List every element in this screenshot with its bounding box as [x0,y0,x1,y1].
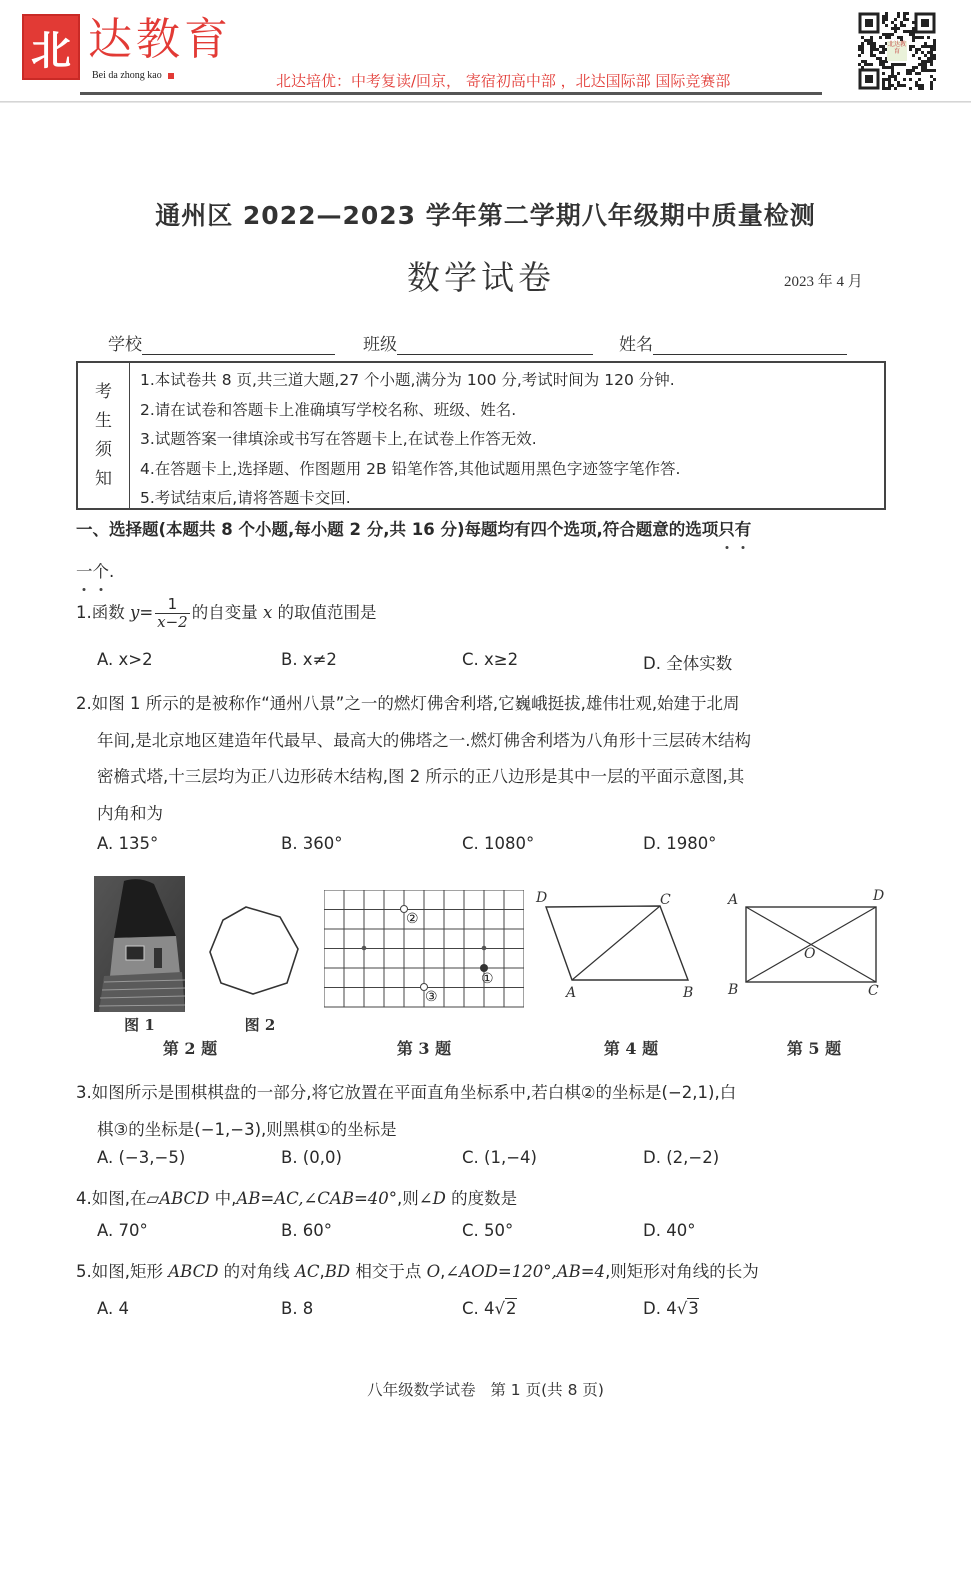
q1-var-x: x [262,603,273,622]
q4-text: ,则 [397,1189,419,1208]
q5-option-c-coef: C. 4 [462,1299,495,1318]
q4-figure-caption: 第 4 题 [603,1039,659,1058]
notice-items [140,366,680,514]
emphasis-char: 只 [718,516,735,540]
stone-label-3: ③ [425,989,438,1005]
q3-line: 棋③的坐标是(−1,−3),则黑棋①的坐标是 [97,1120,397,1139]
name-blank[interactable] [653,336,847,355]
name-field[interactable] [619,330,847,355]
q5-option-a[interactable]: A. 4 [97,1299,129,1318]
q5-math: O [426,1262,441,1281]
q4-text: 中, [209,1189,237,1208]
q5-math: ∠AOD=120°,AB=4 [445,1262,606,1281]
notice-side-char: 须 [95,439,112,460]
q5-text: 5.如图,矩形 [76,1262,169,1281]
notice-side-char: 知 [95,468,112,489]
logo-text: 达教育 [88,14,232,65]
q2-option-a[interactable]: A. 135° [97,834,159,853]
octagon-shape [210,907,298,994]
q3-line: 3.如图所示是围棋棋盘的一部分,将它放置在平面直角坐标系中,若白棋②的坐标是(−2,1),白 [76,1083,737,1102]
notice-side-char: 生 [95,410,112,431]
question-3 [76,1074,736,1148]
notice-item: 4.在答题卡上,选择题、作图题用 2B 铅笔作答,其他试题用黑色字迹签字笔作答. [140,459,681,478]
notice-item: 3.试题答案一律填涂或书写在答题卡上,在试卷上作答无效. [140,430,537,448]
q5-option-d-coef: D. 4 [643,1299,677,1318]
fig2-caption: 图 2 [244,1016,276,1034]
q5-option-d[interactable] [643,1299,699,1318]
q5-math: ABCD [168,1262,219,1281]
notice-item: 1.本试卷共 8 页,共三道大题,27 个小题,满分为 100 分,考试时间为 120 分钟. [140,371,675,389]
exam-date: 2023 年 4 月 [784,274,863,290]
header-slogan: 北达培优：中考复读/回京， 寄宿初高中部 ，北达国际部 国际竞赛部 [276,72,731,90]
section-heading-end: . [109,562,115,581]
q3-option-a[interactable]: A. (−3,−5) [97,1148,186,1167]
q1-eq: = [139,603,154,622]
sqrt-icon: √ [494,1299,506,1318]
notice-side-label [78,363,130,508]
emphasis-char: 有 [735,516,752,540]
vertex-label: C [660,892,671,908]
class-label: 班级 [363,335,397,355]
vertex-label: D [873,888,885,904]
logo-mark [22,14,80,80]
q2-option-b[interactable]: B. 360° [281,834,343,853]
school-blank[interactable] [142,336,335,355]
q5-text: , [319,1262,325,1281]
vertex-label: C [868,983,879,999]
name-label: 姓名 [619,335,653,355]
section-heading [76,516,751,540]
class-field[interactable] [363,330,593,355]
pagoda-photo [94,876,185,1012]
q5-option-c[interactable] [462,1299,517,1318]
q1-suffix-b: 的取值范围是 [272,603,377,622]
school-field[interactable] [108,330,335,355]
vertex-label: D [536,890,548,906]
exam-subtitle: 数学试卷 [407,258,555,297]
q5-option-d-radicand: 3 [688,1299,699,1318]
notice-item: 5.考试结束后,请将答题卡交回. [140,489,351,507]
q2-line: 内角和为 [97,803,163,823]
q3-figure-caption: 第 3 题 [396,1039,452,1058]
section-heading-cont [76,558,114,582]
emphasis-char: 个 [93,558,110,582]
question-4 [76,1185,517,1209]
q3-option-b[interactable]: B. (0,0) [281,1148,342,1167]
exam-title: 通州区 2022—2023 学年第二学期八年级期中质量检测 [155,201,816,230]
q5-text: , [440,1262,446,1281]
q4-math: ∠D [418,1189,446,1208]
parallelogram-diagram [530,880,700,1005]
q5-math: AC [294,1262,320,1281]
q1-option-c[interactable]: C. x≥2 [462,650,519,669]
q3-option-d[interactable]: D. (2,−2) [643,1148,720,1167]
slogan-underline [80,92,822,95]
q5-math: BD [324,1262,351,1281]
header-divider [0,101,971,103]
vertex-label: B [683,985,694,1001]
emphasis-char: 一 [76,558,93,582]
q3-option-c[interactable]: C. (1,−4) [462,1148,537,1167]
q2-line: 年间,是北京地区建造年代最早、最高大的佛塔之一.燃灯佛舍利塔为八角形十三层砖木结构 [97,730,751,750]
stone-label-2: ② [406,911,419,927]
diagonal-ac [572,906,660,980]
q1-option-d[interactable]: D. 全体实数 [643,654,733,673]
q5-text: ,则矩形对角线的长为 [605,1262,759,1281]
star-point [362,946,367,951]
candidate-notice-box [76,361,886,510]
octagon-diagram [205,900,305,1000]
logo-square-icon [168,73,174,79]
q5-option-c-radicand: 2 [506,1299,517,1318]
q2-figure-caption: 第 2 题 [162,1039,218,1058]
q1-frac-den: x−2 [157,613,188,631]
q1-fraction [155,596,190,631]
logo-subtitle [92,70,174,81]
question-2 [76,686,751,832]
q1-frac-num: 1 [155,596,190,614]
q1-var-y: y [130,603,140,622]
notice-side-char: 考 [95,381,112,402]
section-heading-text: 一、选择题(本题共 8 个小题,每小题 2 分,共 16 分)每题均有四个选项,符合题意的选项 [76,520,719,539]
q4-math: ▱ABCD [146,1189,210,1208]
q5-text: 的对角线 [218,1262,295,1281]
q2-option-c[interactable]: C. 1080° [462,834,535,853]
q5-text: 相交于点 [350,1262,427,1281]
school-label: 学校 [108,335,142,355]
go-board-diagram [324,890,524,1010]
parallelogram-shape [546,906,688,980]
q4-option-d[interactable]: D. 40° [643,1221,696,1240]
q1-prefix: 1.函数 [76,603,130,622]
rectangle-diagram [725,880,895,1005]
class-blank[interactable] [397,336,593,355]
q1-option-a[interactable]: A. x>2 [97,650,153,669]
vertex-label: A [728,892,739,908]
q4-text: 4.如图,在 [76,1189,147,1208]
q2-line: 2.如图 1 所示的是被称作“通州八景”之一的燃灯佛舍利塔,它巍峨挺拔,雄伟壮观,始建于北周 [76,694,740,713]
star-point [482,946,487,951]
notice-item: 2.请在试卷和答题卡上准确填写学校名称、班级、姓名. [140,400,517,419]
question-1 [76,596,377,631]
center-label: O [804,946,816,962]
qr-center-text: 北达教育 [887,41,906,55]
fig1-caption: 图 1 [124,1016,155,1034]
sqrt-icon: √ [676,1299,688,1318]
q4-option-c[interactable]: C. 50° [462,1221,514,1240]
vertex-label: B [728,982,739,998]
q4-math: AB=AC,∠CAB=40° [236,1189,398,1208]
q2-line: 密檐式塔,十三层均为正八边形砖木结构,图 2 所示的正八边形是其中一层的平面示意图,其 [97,767,745,786]
q4-text: 的度数是 [445,1189,518,1208]
question-5 [76,1258,759,1282]
logo-subtitle-text: Bei da zhong kao [92,70,162,81]
q4-option-a[interactable]: A. 70° [97,1221,148,1240]
q4-option-b[interactable]: B. 60° [281,1221,333,1240]
q5-option-b[interactable]: B. 8 [281,1299,314,1318]
page-footer: 八年级数学试卷 第 1 页(共 8 页) [367,1381,604,1399]
q1-suffix-a: 的自变量 [191,603,263,622]
q2-option-d[interactable]: D. 1980° [643,834,717,853]
vertex-label: A [566,985,577,1001]
q5-figure-caption: 第 5 题 [786,1039,842,1058]
q1-option-b[interactable]: B. x≠2 [281,650,337,669]
logo-mark-text: 北 [31,26,71,74]
stone-label-1: ① [481,971,494,987]
